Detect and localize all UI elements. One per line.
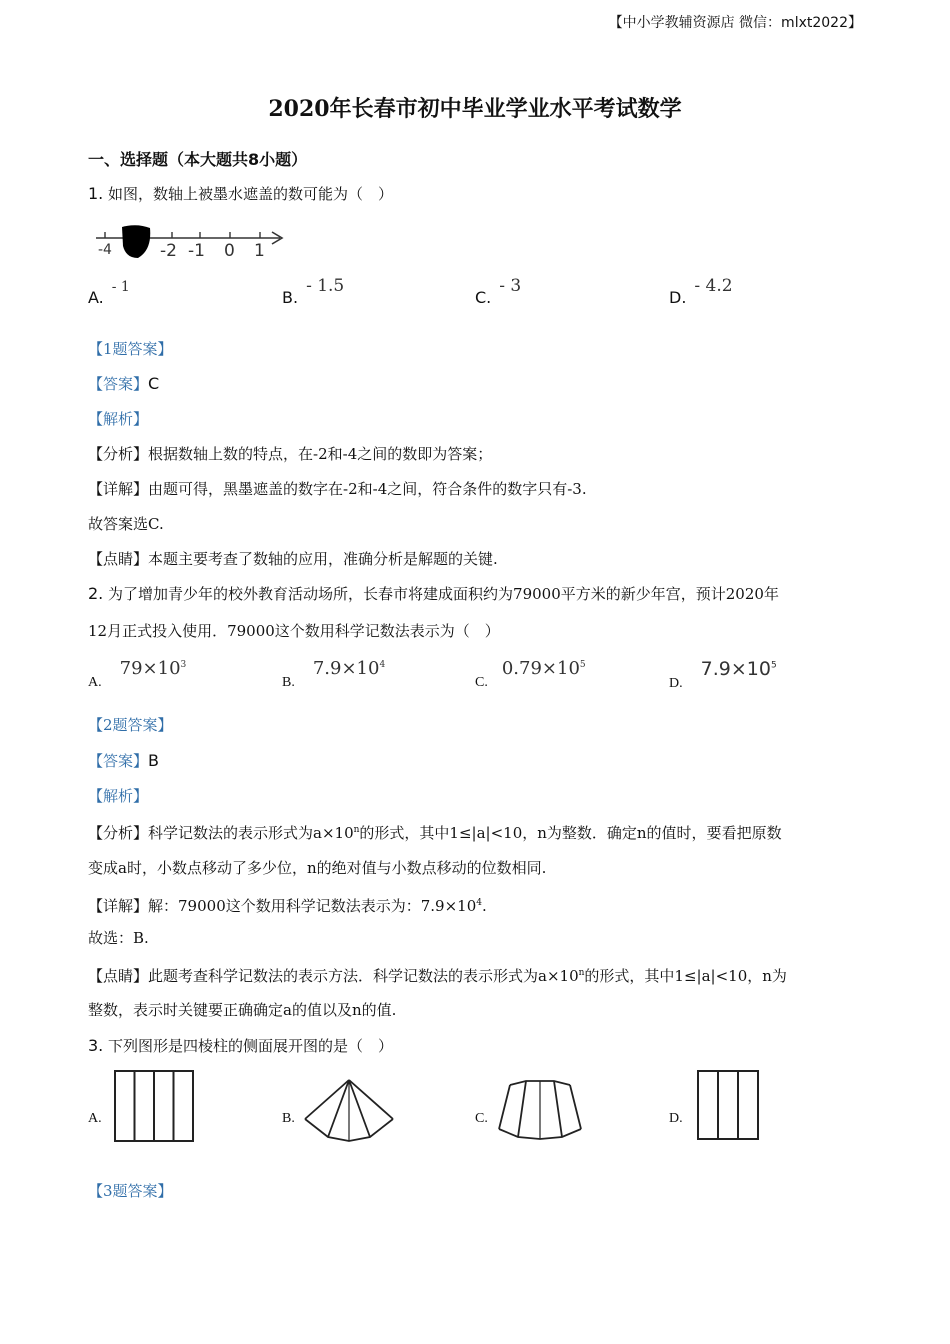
q2-xiangjie: 【详解】解：79000这个数用科学记数法表示为：$7.9\times 10^4$.: [88, 897, 487, 915]
q2-jiexi: 【解析】: [88, 787, 149, 805]
q2-option-c[interactable]: $C.0.79\times 10^5$: [475, 658, 586, 690]
q1-jiexi: 【解析】: [88, 410, 149, 428]
q2-answer-title: 【2题答案】: [88, 716, 173, 734]
q2-stem-line2: 12月正式投入使用．79000这个数用科学记数法表示为（ ）: [88, 622, 500, 640]
q1-option-b[interactable]: B.- 1.5: [282, 276, 345, 307]
q3-figure-a: [112, 1068, 196, 1144]
q1-conclusion: 故答案选C.: [88, 515, 164, 533]
q2-option-b[interactable]: $B.7.9\times 10^4$: [282, 658, 386, 690]
q3-option-c[interactable]: C.: [475, 1111, 488, 1126]
q2-dianjing: 【点睛】此题考查科学记数法的表示方法．科学记数法的表示形式为$a\times 10^n$的形式，其中1≤|a|<10，n为: [88, 967, 787, 985]
q3-option-d[interactable]: D.: [669, 1111, 683, 1126]
q1-dianjing: 【点睛】本题主要考查了数轴的应用，准确分析是解题的关键.: [88, 550, 498, 568]
q2-fenxi: 【分析】科学记数法的表示形式为$a\times 10^n$的形式，其中1≤|a|<10，n为整数．确定n的值时，要看把原数: [88, 824, 782, 842]
ink-blot: [122, 225, 150, 258]
q3-stem: 3. 下列图形是四棱柱的侧面展开图的是（ ）: [88, 1036, 394, 1055]
q2-answer: 【答案】B: [88, 751, 159, 770]
q3-option-b[interactable]: B.: [282, 1111, 295, 1126]
q2-fenxi-line2: 变成a时，小数点移动了多少位，n的绝对值与小数点移动的位数相同.: [88, 859, 547, 877]
q1-answer: 【答案】C: [88, 374, 160, 393]
q2-conclusion: 故选：B.: [88, 929, 149, 947]
axis-label-neg2: -2: [160, 241, 177, 261]
q3-figure-c: [496, 1079, 584, 1141]
q1-option-d[interactable]: D.- 4.2: [669, 276, 733, 307]
axis-label-1: 1: [254, 241, 265, 261]
page-title: 2020年长春市初中毕业学业水平考试数学: [268, 96, 682, 122]
q3-option-a[interactable]: A.: [88, 1111, 102, 1126]
q1-answer-title: 【1题答案】: [88, 340, 173, 358]
section-heading: 一、选择题（本大题共8小题）: [88, 150, 308, 169]
axis-label-0: 0: [224, 241, 235, 261]
q1-number-line-figure: [92, 220, 292, 262]
q1-option-a[interactable]: A.- 1: [88, 279, 130, 307]
q3-figure-b: [302, 1077, 396, 1143]
header-note: 【中小学教辅资源店 微信：mlxt2022】: [608, 15, 862, 31]
q2-option-a[interactable]: $A.79\times 10^3$: [88, 658, 187, 690]
q1-fenxi: 【分析】根据数轴上数的特点，在-2和-4之间的数即为答案；: [88, 445, 493, 463]
q1-stem: 1. 如图，数轴上被墨水遮盖的数可能为（ ）: [88, 184, 394, 203]
axis-label-neg4: -4: [98, 242, 112, 258]
q1-xiangjie: 【详解】由题可得，黑墨遮盖的数字在-2和-4之间，符合条件的数字只有-3.: [88, 480, 587, 498]
axis-label-neg1: -1: [188, 241, 205, 261]
q2-dianjing-line2: 整数，表示时关键要正确确定a的值以及n的值.: [88, 1001, 397, 1019]
q3-answer-title: 【3题答案】: [88, 1182, 173, 1200]
q1-option-c[interactable]: C.- 3: [475, 276, 522, 307]
q3-figure-d: [695, 1068, 761, 1142]
q2-stem-line1: 2. 为了增加青少年的校外教育活动场所，长春市将建成面积约为79000平方米的新少年宫，预计2020年: [88, 584, 779, 603]
q2-option-d[interactable]: $D.7.9\times 10^5$: [669, 658, 777, 691]
